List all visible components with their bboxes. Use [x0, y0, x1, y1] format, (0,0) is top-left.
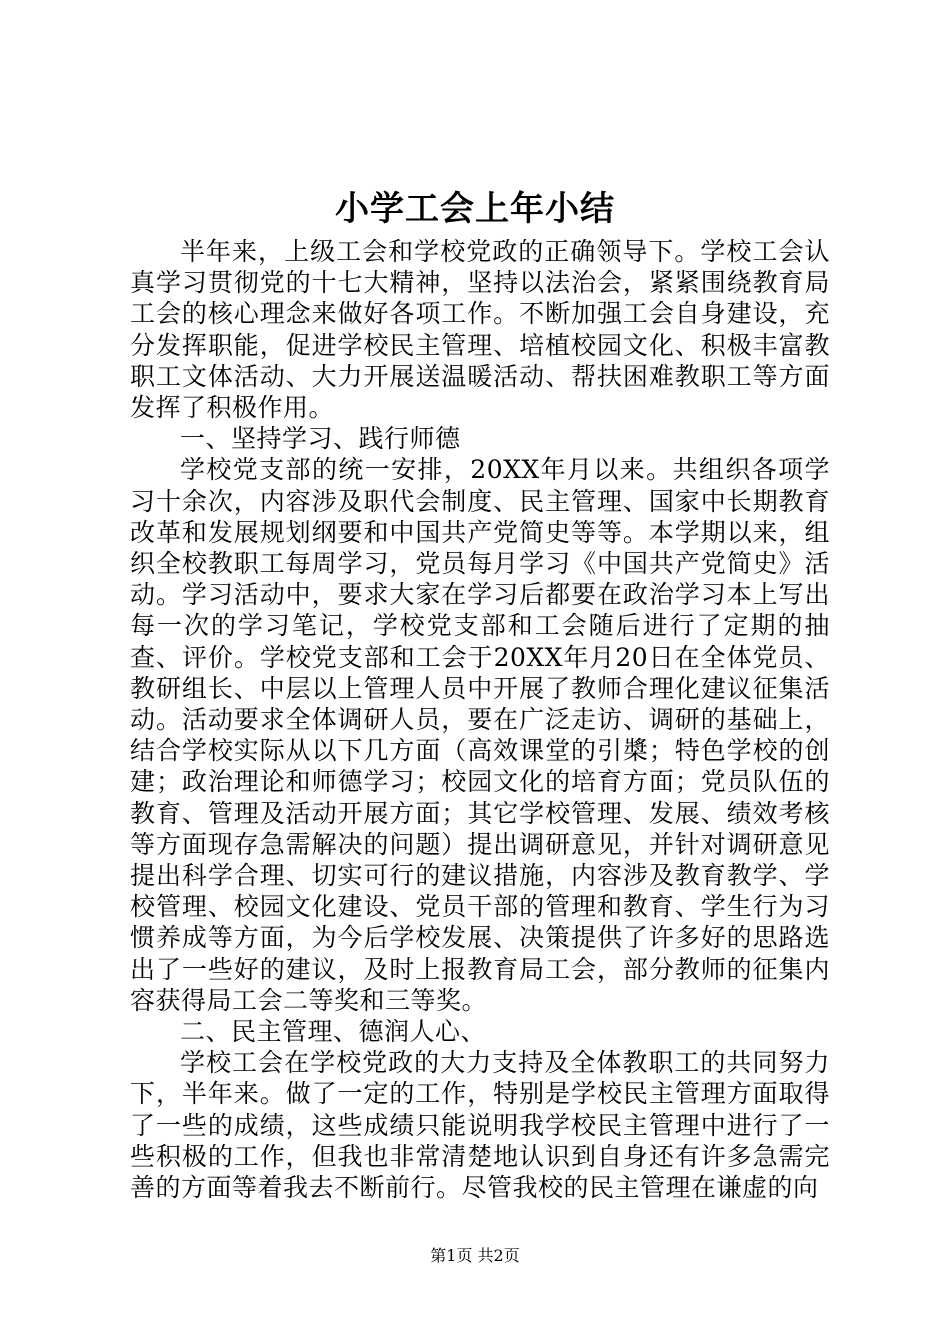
document-title: 小学工会上年小结 [335, 189, 615, 229]
section-heading-1: 一、坚持学习、践行师德 [180, 424, 461, 454]
paragraph-intro: 半年来，上级工会和学校党政的正确领导下。学校工会认真学习贯彻党的十七大精神，坚持以法治会，紧紧围绕教育局工会的核心理念来做好各项工作。不断加强工会自身建设，充分发挥职能，促进学校民主管理、培植校园文化、积极丰富教职工文体活动、大力开展送温暖活动、帮扶困难教职工等方面发挥了积极作用。 [130, 237, 830, 423]
page-footer: 第1页 共2页 [430, 1246, 520, 1265]
document-body [130, 236, 830, 1203]
section-heading-2: 二、民主管理、德润人心、 [180, 1017, 487, 1047]
paragraph-section-1: 学校党支部的统一安排，20XX年月以来。共组织各项学习十余次，内容涉及职代会制度、民主管理、国家中长期教育改革和发展规划纲要和中国共产党简史等等。本学期以来，组织全校教职工每周学习，党员每月学习《中国共产党简史》活动。学习活动中，要求大家在学习后都要在政治学习本上写出每一次的学习笔记，学校党支部和工会随后进行了定期的抽查、评价。学校党支部和工会于20XX年月20日在全体党员、教研组长、中层以上管理人员中开展了教师合理化建议征集活动。活动要求全体调研人员，要在广泛走访、调研的基础上，结合学校实际从以下几方面（高效课堂的引槳；特色学校的创建；政治理论和师德学习；校园文化的培育方面；党员队伍的教育、管理及活动开展方面；其它学校管理、发展、绩效考核等方面现存急需解决的问题）提出调研意见，并针对调研意见提出科学合理、切实可行的建议措施，内容涉及教育教学、学校管理、校园文化建设、党员干部的管理和教育、学生行为习惯养成等方面，为今后学校发展、决策提供了许多好的思路选出了一些好的建议，及时上报教育局工会，部分教师的征集内容获得局工会二等奖和三等奖。 [130, 455, 830, 1015]
paragraph-section-2: 学校工会在学校党政的大力支持及全体教职工的共同努力下，半年来。做了一定的工作，特别是学校民主管理方面取得了一些的成绩，这些成绩只能说明我学校民主管理中进行了一些积极的工作，但我也非常清楚地认识到自身还有许多急需完善的方面等着我去不断前行。尽管我校的民主管理在谦虚的向 [130, 1048, 830, 1203]
